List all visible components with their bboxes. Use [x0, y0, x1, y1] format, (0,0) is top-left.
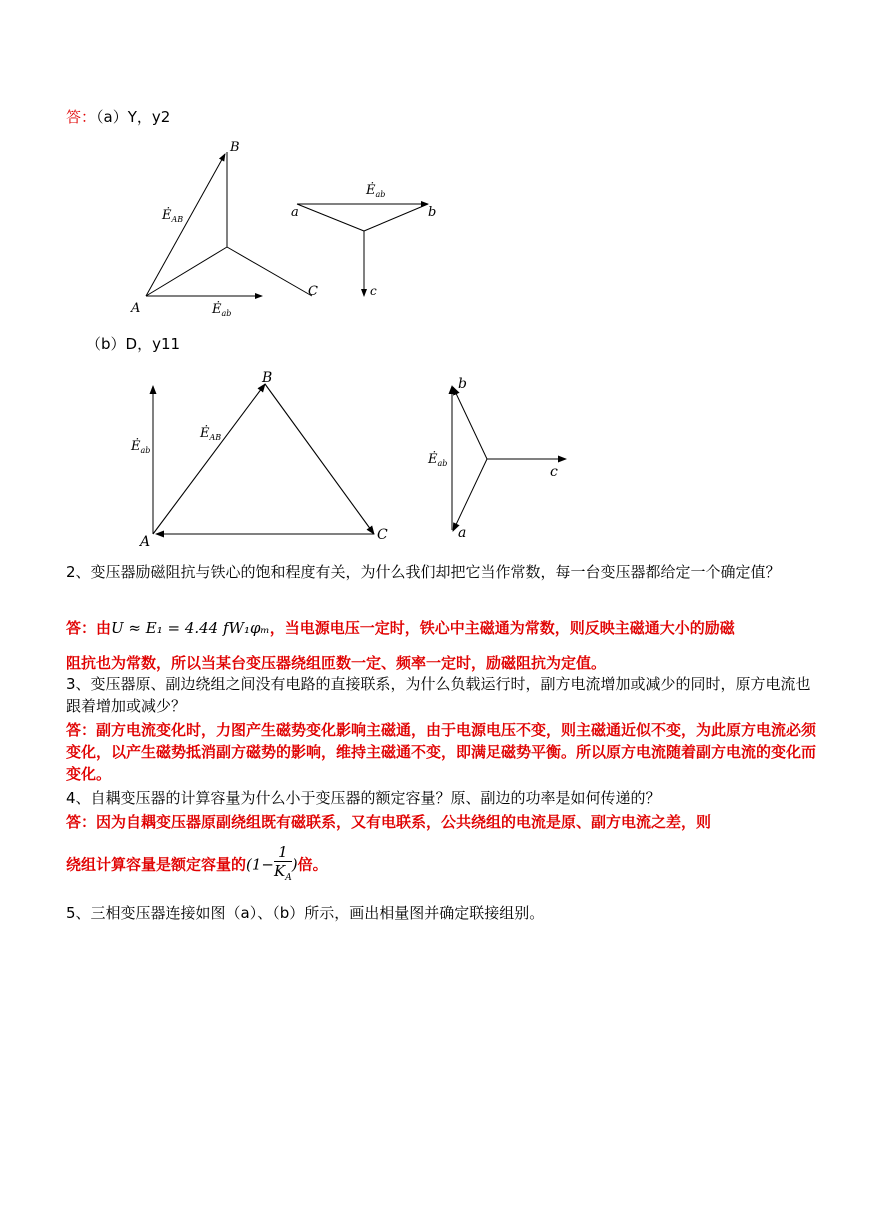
answer-2-prefix: 答：由: [66, 619, 112, 637]
answer-2-line-2: 阻抗也为常数，所以当某台变压器绕组匝数一定、频率一定时，励磁阻抗为定值。: [66, 654, 607, 672]
label-a: a: [291, 205, 299, 220]
question-4: 4、自耦变压器的计算容量为什么小于变压器的额定容量？原、副边的功率是如何传递的？: [66, 789, 661, 807]
label-b: b: [428, 205, 437, 220]
label-E-AB: $Ė_{AB}$: [162, 208, 184, 224]
fraction-1-over-KA: [274, 843, 292, 887]
label-B: B: [230, 140, 240, 155]
phasor-diagram-a: [0, 130, 869, 330]
answer-a-heading: [66, 106, 170, 128]
label-A: A: [140, 534, 151, 550]
label-E-ab-secondary: $Ė_{ab}$: [428, 452, 448, 468]
caption-b: （b）D，y11: [86, 335, 181, 353]
label-E-AB: $Ė_{AB}$: [200, 426, 222, 442]
answer-2-line-1-rest: ，当电源电压一定时，铁心中主磁通为常数，则反映主磁通大小的励磁: [269, 619, 735, 637]
triangle-side-ab: [153, 384, 265, 534]
phasor-diagram-b: [0, 360, 869, 550]
question-5: 5、三相变压器连接如图（a）、（b）所示，画出相量图并确定联接组别。: [66, 904, 545, 922]
question-2: 2、变压器励磁阻抗与铁心的饱和程度有关，为什么我们却把它当作常数，每一台变压器都给定一个确定值？: [66, 563, 781, 581]
answer-a-text: （a）Y，y2: [96, 108, 171, 126]
fraction-denominator: $K_A$: [273, 862, 292, 883]
question-3: 3、变压器原、副边绕组之间没有电路的直接联系，为什么负载运行时，副方电流增加或减少的同时，原方电流也跟着增加或减少？: [66, 675, 811, 715]
answer-4-line-1: 答：因为自耦变压器原副绕组既有磁联系，又有电联系，公共绕组的电流是原、副方电流之差，则: [66, 813, 712, 831]
label-C: C: [308, 284, 318, 299]
answer-2-line-1: [66, 617, 735, 639]
label-c: c: [550, 464, 558, 480]
primary-star-leg-a: [146, 247, 227, 296]
triangle-side-bc: [265, 384, 374, 534]
vector-e-ab-primary: [146, 154, 225, 296]
answer-label: 答：: [66, 108, 97, 126]
secondary-star-leg-b: [364, 204, 428, 231]
answer-4-line-2-prefix: 绕组计算容量是额定容量的: [66, 855, 247, 874]
label-A: A: [131, 301, 141, 316]
primary-star-leg-c: [227, 247, 312, 296]
label-c: c: [370, 284, 377, 298]
label-E-ab-primary: $Ė_{ab}$: [131, 439, 151, 455]
answer-4-line-2: 绕组计算容量是额定容量的(1− $\frac{1}{K_A}$ )倍。: [66, 843, 328, 885]
secondary-star-leg-b: [453, 387, 487, 459]
secondary-star-leg-a: [297, 204, 364, 231]
label-a: a: [458, 525, 467, 541]
label-E-ab-secondary: $Ė_{ab}$: [366, 183, 386, 199]
answer-3: 答：副方电流变化时，力图产生磁势变化影响主磁通，由于电源电压不变，则主磁通近似不变，为此原方电流必须变化，以产生磁势抵消副方磁势的影响，维持主磁通不变，即满足磁势平衡。所以原方电流随着副方电流的变化而变化。: [66, 721, 817, 783]
label-C: C: [377, 527, 388, 543]
label-b: b: [458, 376, 467, 392]
answer-2-formula: U ≈ E₁ = 4.44 fW₁φₘ: [111, 619, 270, 637]
answer-4-line-2-suffix: 倍。: [297, 855, 328, 874]
secondary-star-leg-a: [453, 459, 487, 531]
label-E-ab-primary: $Ė_{ab}$: [212, 302, 232, 318]
fraction-numerator: 1: [274, 843, 292, 862]
label-B: B: [262, 370, 273, 386]
